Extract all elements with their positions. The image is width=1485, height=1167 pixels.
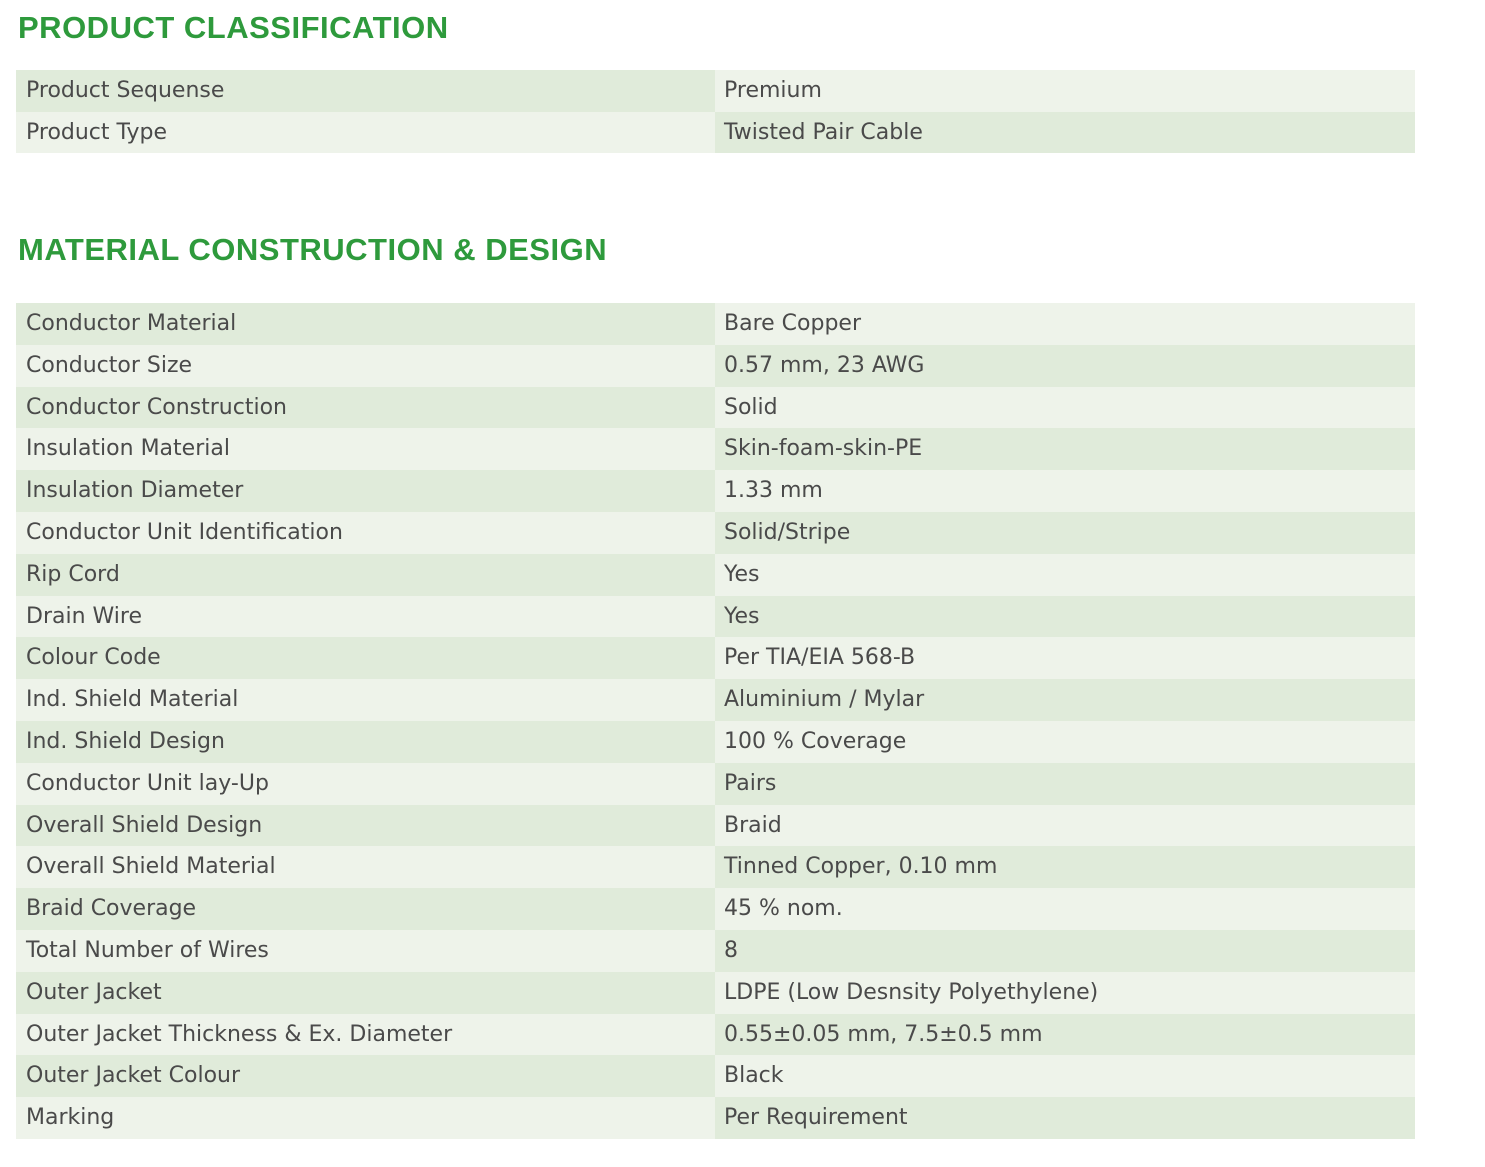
table-row: [16, 596, 1415, 638]
row-label: Colour Code: [16, 637, 715, 679]
row-label: Outer Jacket Colour: [16, 1055, 715, 1097]
row-value: Bare Copper: [715, 303, 1415, 345]
material-construction-table: [16, 303, 1415, 1139]
row-label: Conductor Construction: [16, 387, 715, 429]
table-row: [16, 637, 1415, 679]
row-value: 45 % nom.: [715, 888, 1415, 930]
table-row: [16, 721, 1415, 763]
row-label: Overall Shield Design: [16, 805, 715, 847]
table-row: [16, 1097, 1415, 1139]
row-value: 0.55±0.05 mm, 7.5±0.5 mm: [715, 1014, 1415, 1056]
section-title-product-classification: PRODUCT CLASSIFICATION: [18, 10, 449, 45]
row-value: Black: [715, 1055, 1415, 1097]
table-row: [16, 805, 1415, 847]
table-row: [16, 846, 1415, 888]
table-row: [16, 679, 1415, 721]
table-row: [16, 303, 1415, 345]
row-label: Braid Coverage: [16, 888, 715, 930]
table-row: [16, 387, 1415, 429]
row-label: Conductor Unit lay-Up: [16, 763, 715, 805]
row-value: Pairs: [715, 763, 1415, 805]
row-label: Product Type: [16, 112, 715, 154]
row-label: Product Sequense: [16, 70, 715, 112]
row-value: 8: [715, 930, 1415, 972]
row-label: Insulation Material: [16, 428, 715, 470]
table-row: [16, 112, 1415, 154]
table-row: [16, 470, 1415, 512]
row-value: LDPE (Low Desnsity Polyethylene): [715, 972, 1415, 1014]
row-label: Conductor Unit Identification: [16, 512, 715, 554]
row-value: 100 % Coverage: [715, 721, 1415, 763]
row-label: Rip Cord: [16, 554, 715, 596]
row-value: 0.57 mm, 23 AWG: [715, 345, 1415, 387]
row-label: Total Number of Wires: [16, 930, 715, 972]
row-label: Overall Shield Material: [16, 846, 715, 888]
product-classification-table: [16, 70, 1415, 153]
table-row: [16, 930, 1415, 972]
row-value: Per Requirement: [715, 1097, 1415, 1139]
table-row: [16, 70, 1415, 112]
row-value: Twisted Pair Cable: [715, 112, 1415, 154]
row-label: Ind. Shield Design: [16, 721, 715, 763]
row-value: Premium: [715, 70, 1415, 112]
row-value: Yes: [715, 596, 1415, 638]
row-label: Drain Wire: [16, 596, 715, 638]
table-row: [16, 1014, 1415, 1056]
table-row: [16, 972, 1415, 1014]
row-label: Conductor Size: [16, 345, 715, 387]
section-title-material-construction: MATERIAL CONSTRUCTION & DESIGN: [18, 232, 608, 267]
row-value: 1.33 mm: [715, 470, 1415, 512]
table-row: [16, 763, 1415, 805]
row-value: Skin-foam-skin-PE: [715, 428, 1415, 470]
row-value: Solid: [715, 387, 1415, 429]
table-row: [16, 428, 1415, 470]
row-value: Per TIA/EIA 568-B: [715, 637, 1415, 679]
table-row: [16, 1055, 1415, 1097]
table-row: [16, 554, 1415, 596]
row-value: Yes: [715, 554, 1415, 596]
row-label: Outer Jacket: [16, 972, 715, 1014]
table-row: [16, 345, 1415, 387]
table-row: [16, 888, 1415, 930]
row-value: Aluminium / Mylar: [715, 679, 1415, 721]
table-row: [16, 512, 1415, 554]
row-label: Insulation Diameter: [16, 470, 715, 512]
row-label: Ind. Shield Material: [16, 679, 715, 721]
row-value: Tinned Copper, 0.10 mm: [715, 846, 1415, 888]
row-value: Solid/Stripe: [715, 512, 1415, 554]
row-value: Braid: [715, 805, 1415, 847]
row-label: Outer Jacket Thickness & Ex. Diameter: [16, 1014, 715, 1056]
row-label: Conductor Material: [16, 303, 715, 345]
row-label: Marking: [16, 1097, 715, 1139]
